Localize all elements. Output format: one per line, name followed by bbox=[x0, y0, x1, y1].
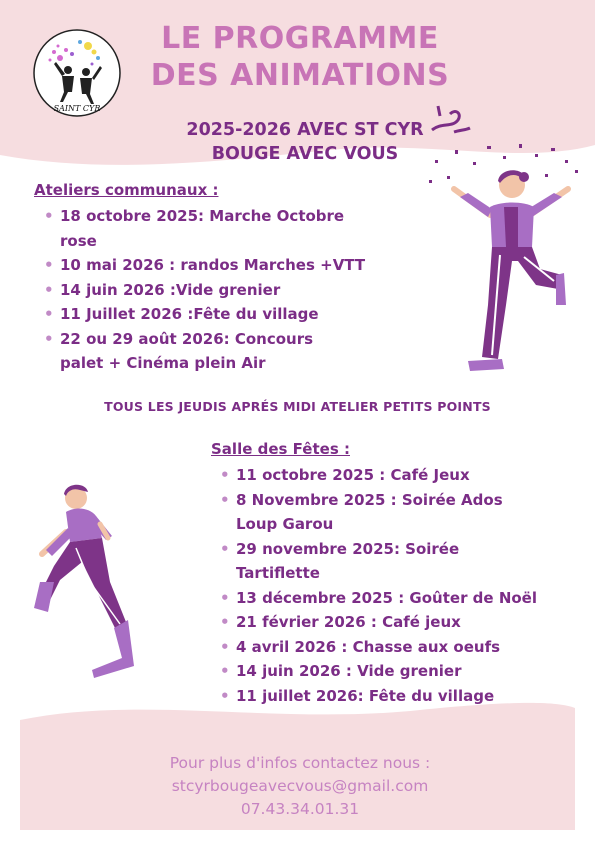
list-item: • 22 ou 29 août 2026: Concours palet + Cinéma plein Air bbox=[42, 327, 360, 376]
contact-intro: Pour plus d'infos contactez nous : bbox=[169, 754, 431, 772]
list-item: • 13 décembre 2025 : Goûter de Noël bbox=[218, 586, 558, 611]
list-item: • 8 Novembre 2025 : Soirée Ados Loup Garou bbox=[218, 488, 536, 537]
list-item: • 4 avril 2026 : Chasse aux oeufs bbox=[218, 635, 558, 660]
salle-heading: Salle des Fêtes : bbox=[211, 440, 350, 458]
list-item: • 14 juin 2026 : Vide grenier bbox=[218, 659, 558, 684]
dancing-woman-icon bbox=[440, 165, 580, 380]
subtitle-line-2: BOUGE AVEC VOUS bbox=[211, 144, 399, 164]
list-item: • 21 février 2026 : Café jeux bbox=[218, 610, 558, 635]
contact-phone[interactable]: 07.43.34.01.31 bbox=[240, 800, 360, 818]
list-item: • 18 octobre 2025: Marche Octobre rose bbox=[42, 204, 370, 253]
dancers-logo-icon bbox=[32, 28, 122, 118]
logo-text: SAINT CYR bbox=[53, 104, 101, 113]
list-item: • 10 mai 2026 : randos Marches +VTT bbox=[42, 253, 382, 278]
title-line-1: LE PROGRAMME bbox=[161, 21, 439, 56]
swirl-icon bbox=[428, 100, 472, 140]
page-title bbox=[130, 20, 470, 94]
list-item: • 11 Juillet 2026 :Fête du village bbox=[42, 302, 382, 327]
subtitle-line-1: 2025-2026 AVEC ST CYR bbox=[186, 120, 424, 140]
list-item: • 11 juillet 2026: Fête du village bbox=[218, 684, 558, 709]
list-item: • 29 novembre 2025: Soirée Tartiflette bbox=[218, 537, 486, 586]
ateliers-heading: Ateliers communaux : bbox=[34, 181, 219, 199]
dancing-man-icon bbox=[30, 482, 140, 687]
contact-block bbox=[100, 752, 500, 821]
ateliers-list bbox=[42, 204, 382, 376]
saint-cyr-logo bbox=[32, 28, 122, 118]
salle-list bbox=[218, 463, 558, 708]
page-subtitle bbox=[140, 118, 470, 166]
title-line-2: DES ANIMATIONS bbox=[150, 58, 450, 93]
list-item: • 11 octobre 2025 : Café Jeux bbox=[218, 463, 558, 488]
contact-email[interactable]: stcyrbougeavecvous@gmail.com bbox=[171, 777, 429, 795]
weekly-workshop-banner: TOUS LES JEUDIS APRÉS MIDI ATELIER PETITS POINTS bbox=[104, 399, 491, 414]
list-item: • 14 juin 2026 :Vide grenier bbox=[42, 278, 382, 303]
